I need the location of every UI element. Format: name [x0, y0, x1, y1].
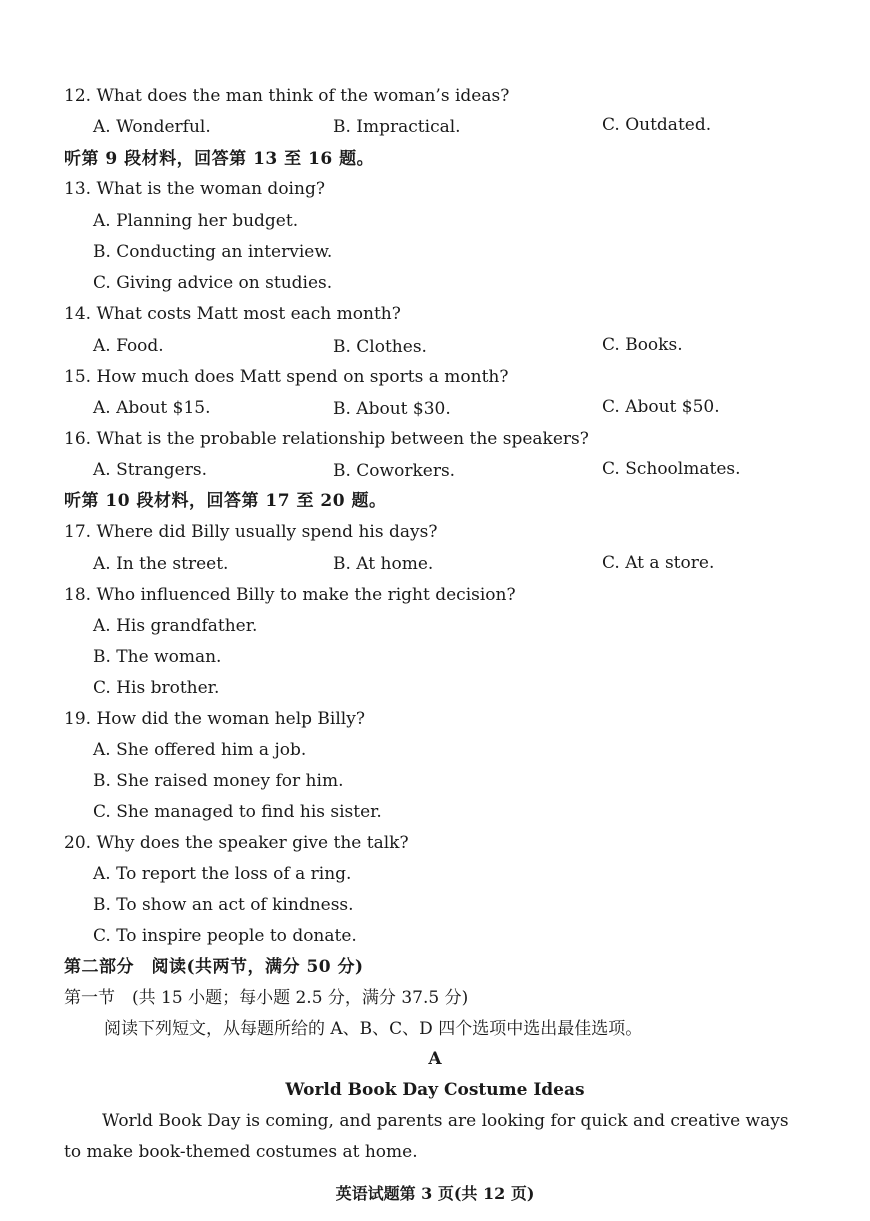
option-16a: A. Strangers. [93, 460, 207, 480]
option-15a: A. About $15. [93, 398, 211, 418]
option-12a: A. Wonderful. [93, 117, 211, 137]
option-13c: C. Giving advice on studies. [93, 273, 333, 293]
option-14a: A. Food. [93, 336, 164, 356]
page-footer: 英语试题第 3 页(共 12 页) [335, 1184, 535, 1203]
section-listen10: 听第 10 段材料，回答第 17 至 20 题。 [64, 491, 387, 511]
option-19a: A. She offered him a job. [93, 740, 307, 760]
option-18c: C. His brother. [93, 678, 220, 698]
option-20b: B. To show an act of kindness. [93, 895, 354, 915]
question-15: 15. How much does Matt spend on sports a month? [64, 367, 509, 387]
option-14b: B. Clothes. [333, 337, 427, 357]
question-17: 17. Where did Billy usually spend his days? [64, 522, 438, 542]
option-12b: B. Impractical. [333, 117, 461, 137]
question-18: 18. Who influenced Billy to make the right decision? [64, 585, 516, 605]
option-19b: B. She raised money for him. [93, 771, 344, 791]
passage-title: World Book Day Costume Ideas [285, 1080, 585, 1100]
option-18b: B. The woman. [93, 647, 222, 667]
option-20a: A. To report the loss of a ring. [93, 864, 352, 884]
option-19c: C. She managed to find his sister. [93, 802, 382, 822]
option-17a: A. In the street. [93, 554, 229, 574]
question-13: 13. What is the woman doing? [64, 179, 325, 199]
section1-heading: 第一节 (共 15 小题；每小题 2.5 分，满分 37.5 分) [64, 988, 469, 1008]
option-13a: A. Planning her budget. [93, 211, 299, 231]
section-listen9: 听第 9 段材料，回答第 13 至 16 题。 [64, 149, 375, 169]
option-15b: B. About $30. [333, 399, 451, 419]
option-13b: B. Conducting an interview. [93, 242, 333, 262]
part2-heading: 第二部分 阅读(共两节，满分 50 分) [64, 957, 364, 977]
question-20: 20. Why does the speaker give the talk? [64, 833, 409, 853]
option-16b: B. Coworkers. [333, 461, 456, 481]
option-15c: C. About $50. [602, 397, 720, 417]
question-19: 19. How did the woman help Billy? [64, 709, 365, 729]
question-16: 16. What is the probable relationship between the speakers? [64, 429, 589, 449]
question-14: 14. What costs Matt most each month? [64, 304, 401, 324]
option-18a: A. His grandfather. [93, 616, 258, 636]
passage-paragraph: World Book Day is coming, and parents are looking for quick and creative ways to make book-themed costumes at home. [64, 1111, 789, 1162]
question-12: 12. What does the man think of the woman’s ideas? [64, 86, 510, 106]
option-14c: C. Books. [602, 335, 683, 355]
reading-instruction: 阅读下列短文，从每题所给的 A、B、C、D 四个选项中选出最佳选项。 [104, 1019, 643, 1039]
option-20c: C. To inspire people to donate. [93, 926, 357, 946]
passage-label: A [428, 1049, 442, 1069]
option-16c: C. Schoolmates. [602, 459, 741, 479]
option-17c: C. At a store. [602, 553, 715, 573]
option-12c: C. Outdated. [602, 115, 712, 135]
option-17b: B. At home. [333, 554, 434, 574]
